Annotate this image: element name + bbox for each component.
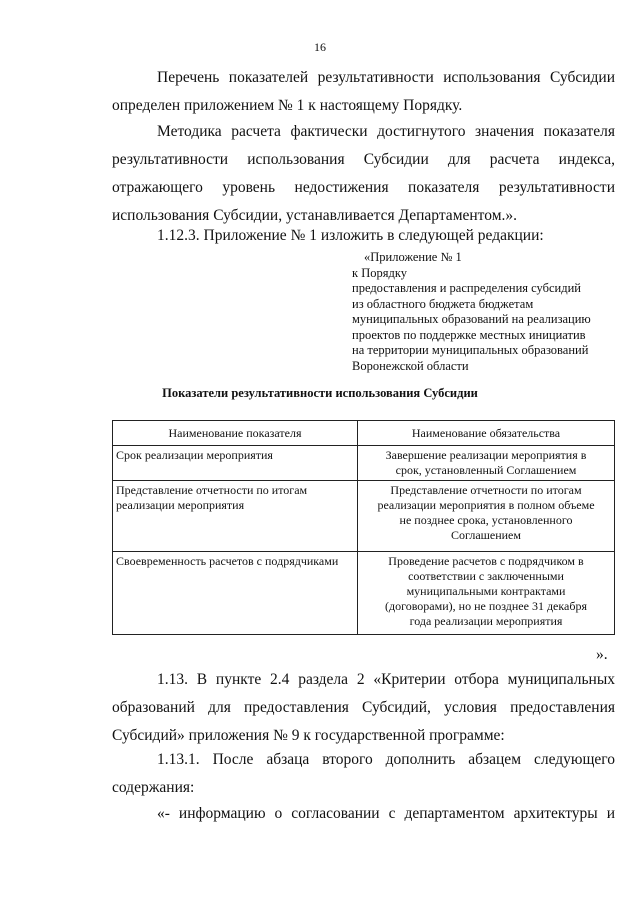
table-row [113,552,615,635]
appendix-note-line: проектов по поддержке местных инициатив [352,327,586,342]
cell-line: Своевременность расчетов с подрядчиками [116,554,339,568]
cell-line: муниципальными контрактами [406,584,566,598]
appendix-note-line: муниципальных образований на реализацию [352,312,591,326]
column-header-obligation: Наименование обязательства [358,421,615,446]
indicators-table [112,420,615,635]
cell-line: Представление отчетности по итогам [390,483,582,497]
column-header-indicator: Наименование показателя [113,421,358,446]
cell-line: Соглашением [451,528,521,542]
cell-line: реализации мероприятия в полном объеме [377,498,595,512]
text-line: Методика расчета фактически достигнутого значения показателя [157,123,615,140]
text-line: 1.13. В пункте 2.4 раздела 2 «Критерии отбора муниципальных [157,671,615,688]
appendix-note-line: предоставления и распределения субсидий [352,281,581,295]
text-line: Субсидий» приложения № 9 к государственной программе: [112,727,505,744]
text-line: «- информацию о согласовании с департаментом архитектуры и [157,805,615,822]
appendix-note-line: из областного бюджета бюджетам [352,296,534,311]
indicator-cell [113,481,358,552]
cell-line: не позднее срока, установленного [399,513,573,527]
text-line: использования Субсидии, устанавливается Департаментом.». [112,207,518,224]
paragraph-section-1-13-1 [112,746,615,802]
obligation-cell [358,552,615,635]
cell-line: соответствии с заключенными [408,569,564,583]
text-line: содержания: [112,779,195,796]
cell-line: Срок реализации мероприятия [116,448,273,462]
indicator-cell [113,446,358,481]
appendix-note [352,250,622,374]
cell-line: срок, установленный Соглашением [395,463,577,477]
appendix-note-line: на территории муниципальных образований [352,343,589,357]
appendix-note-line: к Порядку [352,265,407,280]
obligation-cell [358,446,615,481]
text-line: 1.13.1. После абзаца второго дополнить абзацем следующего [157,751,615,768]
cell-line: Проведение расчетов с подрядчиком в [388,554,584,568]
appendix-note-line: «Приложение № 1 [364,250,462,264]
table-title: Показатели результативности использования Субсидии [162,386,478,400]
table-row [113,446,615,481]
page-number: 16 [314,40,326,54]
text-line: образований для предоставления Субсидий, условия предоставления [112,699,615,716]
paragraph-indicators-list [112,64,615,120]
text-line: отражающего уровень недостижения показателя результативности [112,179,615,196]
text-line: определен приложением № 1 к настоящему Порядку. [112,97,463,114]
paragraph-section-1-13 [112,666,615,750]
indicator-cell [113,552,358,635]
cell-line: (договорами), но не позднее 31 декабря [385,599,587,613]
obligation-cell [358,481,615,552]
cell-line: Завершение реализации мероприятия в [385,448,587,462]
table-row [113,481,615,552]
cell-line: Представление отчетности по итогам [116,483,308,497]
table-header-row [113,421,615,446]
paragraph-architecture-info [112,800,615,828]
paragraph-appendix-edit [112,222,615,250]
paragraph-methodology [112,118,615,230]
text-line: результативности использования Субсидии для расчета индекса, [112,151,615,168]
cell-line: года реализации мероприятия [409,614,563,628]
text-line: 1.12.3. Приложение № 1 изложить в следующей редакции: [157,227,544,244]
appendix-note-line: Воронежской области [352,358,469,373]
cell-line: реализации мероприятия [116,498,245,512]
text-line: Перечень показателей результативности использования Субсидии [157,69,615,86]
quote-close: ». [596,646,608,663]
